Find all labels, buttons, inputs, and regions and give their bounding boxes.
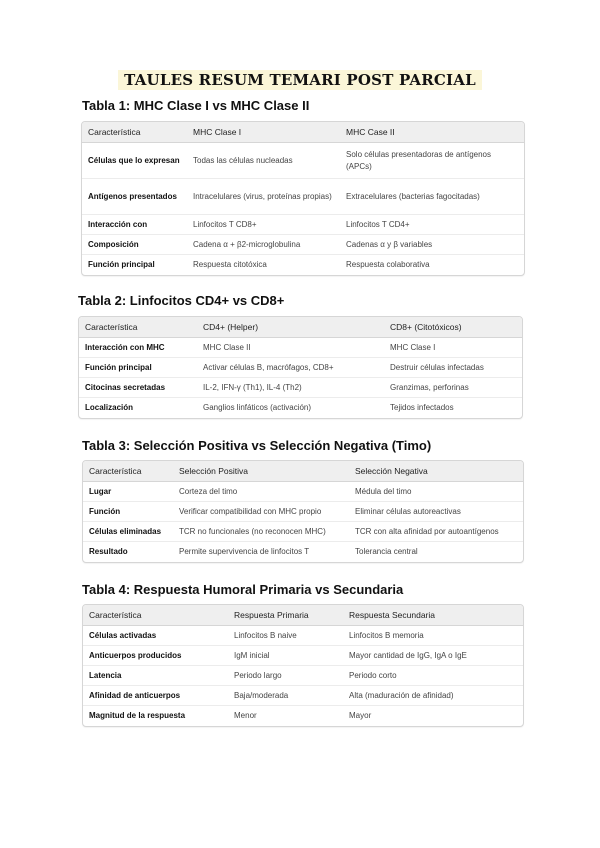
row-label: Antígenos presentados	[82, 179, 187, 215]
table-cell: Linfocitos T CD8+	[187, 215, 340, 235]
table-cell: Mayor cantidad de IgG, IgA o IgE	[343, 646, 523, 666]
row-label: Células eliminadas	[83, 522, 173, 542]
row-label: Localización	[85, 402, 134, 412]
table-4-heading: Tabla 4: Respuesta Humoral Primaria vs Secundaria	[82, 582, 404, 597]
row-label: Función principal	[88, 259, 155, 269]
column-header: Respuesta Secundaria	[343, 605, 523, 626]
table-row	[83, 686, 523, 706]
table-row	[83, 706, 523, 726]
table-1-heading: Tabla 1: MHC Clase I vs MHC Clase II	[82, 98, 310, 113]
table-row	[83, 522, 523, 542]
table-cell: Eliminar células autoreactivas	[349, 502, 523, 522]
column-header: Característica	[83, 605, 228, 626]
table-cell: Mayor	[349, 710, 372, 720]
table-cell: Respuesta citotóxica	[193, 259, 267, 269]
document-title: TAULES RESUM TEMARI POST PARCIAL	[118, 70, 482, 90]
row-label: Afinidad de anticuerpos	[83, 686, 228, 706]
table-cell: Baja/moderada	[228, 686, 343, 706]
table-cell: Linfocitos T CD4+	[340, 215, 524, 235]
table-cell: Linfocitos B naive	[228, 626, 343, 646]
table-cell: TCR con alta afinidad por autoantígenos	[349, 522, 523, 542]
table-cell: Permite supervivencia de linfocitos T	[179, 546, 310, 556]
table-cell: Linfocitos B memoria	[343, 626, 523, 646]
table-row	[83, 542, 523, 562]
column-header: CD8+ (Citotóxicos)	[384, 317, 522, 338]
row-label: Función principal	[79, 358, 197, 378]
table-2-heading: Tabla 2: Linfocitos CD4+ vs CD8+	[78, 293, 285, 308]
table-cell: Destruir células infectadas	[384, 358, 522, 378]
column-header: Característica	[79, 317, 197, 338]
column-header: Respuesta Primaria	[228, 605, 343, 626]
table-cell: Médula del timo	[349, 482, 523, 502]
table-cell: Cadena α + β2-microglobulina	[187, 235, 340, 255]
row-label: Función	[83, 502, 173, 522]
row-label: Citocinas secretadas	[79, 378, 197, 398]
table-cell: Cadenas α y β variables	[340, 235, 524, 255]
table-row	[79, 378, 522, 398]
table-3	[82, 460, 524, 563]
table-header-row	[79, 317, 522, 338]
column-header: MHC Clase I	[187, 122, 340, 143]
table-row	[83, 626, 523, 646]
table-cell: Intracelulares (virus, proteínas propias)	[187, 179, 340, 215]
table-header-row	[83, 461, 523, 482]
table-cell: Verificar compatibilidad con MHC propio	[173, 502, 349, 522]
column-header: MHC Case II	[340, 122, 524, 143]
table-cell: Respuesta colaborativa	[346, 259, 430, 269]
table-row	[83, 666, 523, 686]
row-label: Anticuerpos producidos	[83, 646, 228, 666]
row-label: Magnitud de la respuesta	[89, 710, 186, 720]
table-4	[82, 604, 524, 727]
table-row	[82, 143, 524, 179]
column-header: Característica	[82, 122, 187, 143]
table-row	[82, 215, 524, 235]
table-cell: TCR no funcionales (no reconocen MHC)	[173, 522, 349, 542]
column-header: Selección Positiva	[173, 461, 349, 482]
row-label: Resultado	[89, 546, 128, 556]
table-row	[79, 358, 522, 378]
table-2	[78, 316, 523, 419]
column-header: CD4+ (Helper)	[197, 317, 384, 338]
document-title-wrap	[0, 70, 600, 90]
table-cell: Tejidos infectados	[390, 402, 454, 412]
table-row	[79, 338, 522, 358]
row-label: Células que lo expresan	[82, 143, 187, 179]
table-cell: Granzimas, perforinas	[384, 378, 522, 398]
row-label: Células activadas	[83, 626, 228, 646]
table-cell: Periodo corto	[343, 666, 523, 686]
row-label: Lugar	[83, 482, 173, 502]
table-cell: Extracelulares (bacterias fagocitadas)	[340, 179, 524, 215]
table-3-heading: Tabla 3: Selección Positiva vs Selección Negativa (Timo)	[82, 438, 432, 453]
table-row	[82, 179, 524, 215]
table-cell: Tolerancia central	[355, 546, 418, 556]
table-cell: IgM inicial	[228, 646, 343, 666]
table-row	[83, 646, 523, 666]
table-row	[79, 398, 522, 418]
table-cell: Alta (maduración de afinidad)	[343, 686, 523, 706]
table-cell: Solo células presentadoras de antígenos (APCs)	[340, 143, 524, 179]
table-cell: Ganglios linfáticos (activación)	[203, 402, 312, 412]
table-row	[82, 255, 524, 275]
table-header-row	[82, 122, 524, 143]
row-label: Composición	[82, 235, 187, 255]
table-cell: MHC Clase I	[384, 338, 522, 358]
table-cell: IL-2, IFN-γ (Th1), IL-4 (Th2)	[197, 378, 384, 398]
row-label: Latencia	[83, 666, 228, 686]
table-row	[83, 502, 523, 522]
row-label: Interacción con	[82, 215, 187, 235]
row-label: Interacción con MHC	[79, 338, 197, 358]
table-row	[82, 235, 524, 255]
table-1	[81, 121, 525, 276]
table-cell: Periodo largo	[228, 666, 343, 686]
table-cell: MHC Clase II	[197, 338, 384, 358]
table-cell: Todas las células nucleadas	[187, 143, 340, 179]
column-header: Selección Negativa	[349, 461, 523, 482]
column-header: Característica	[83, 461, 173, 482]
table-cell: Corteza del timo	[173, 482, 349, 502]
table-row	[83, 482, 523, 502]
table-cell: Menor	[234, 710, 257, 720]
table-cell: Activar células B, macrófagos, CD8+	[197, 358, 384, 378]
table-header-row	[83, 605, 523, 626]
